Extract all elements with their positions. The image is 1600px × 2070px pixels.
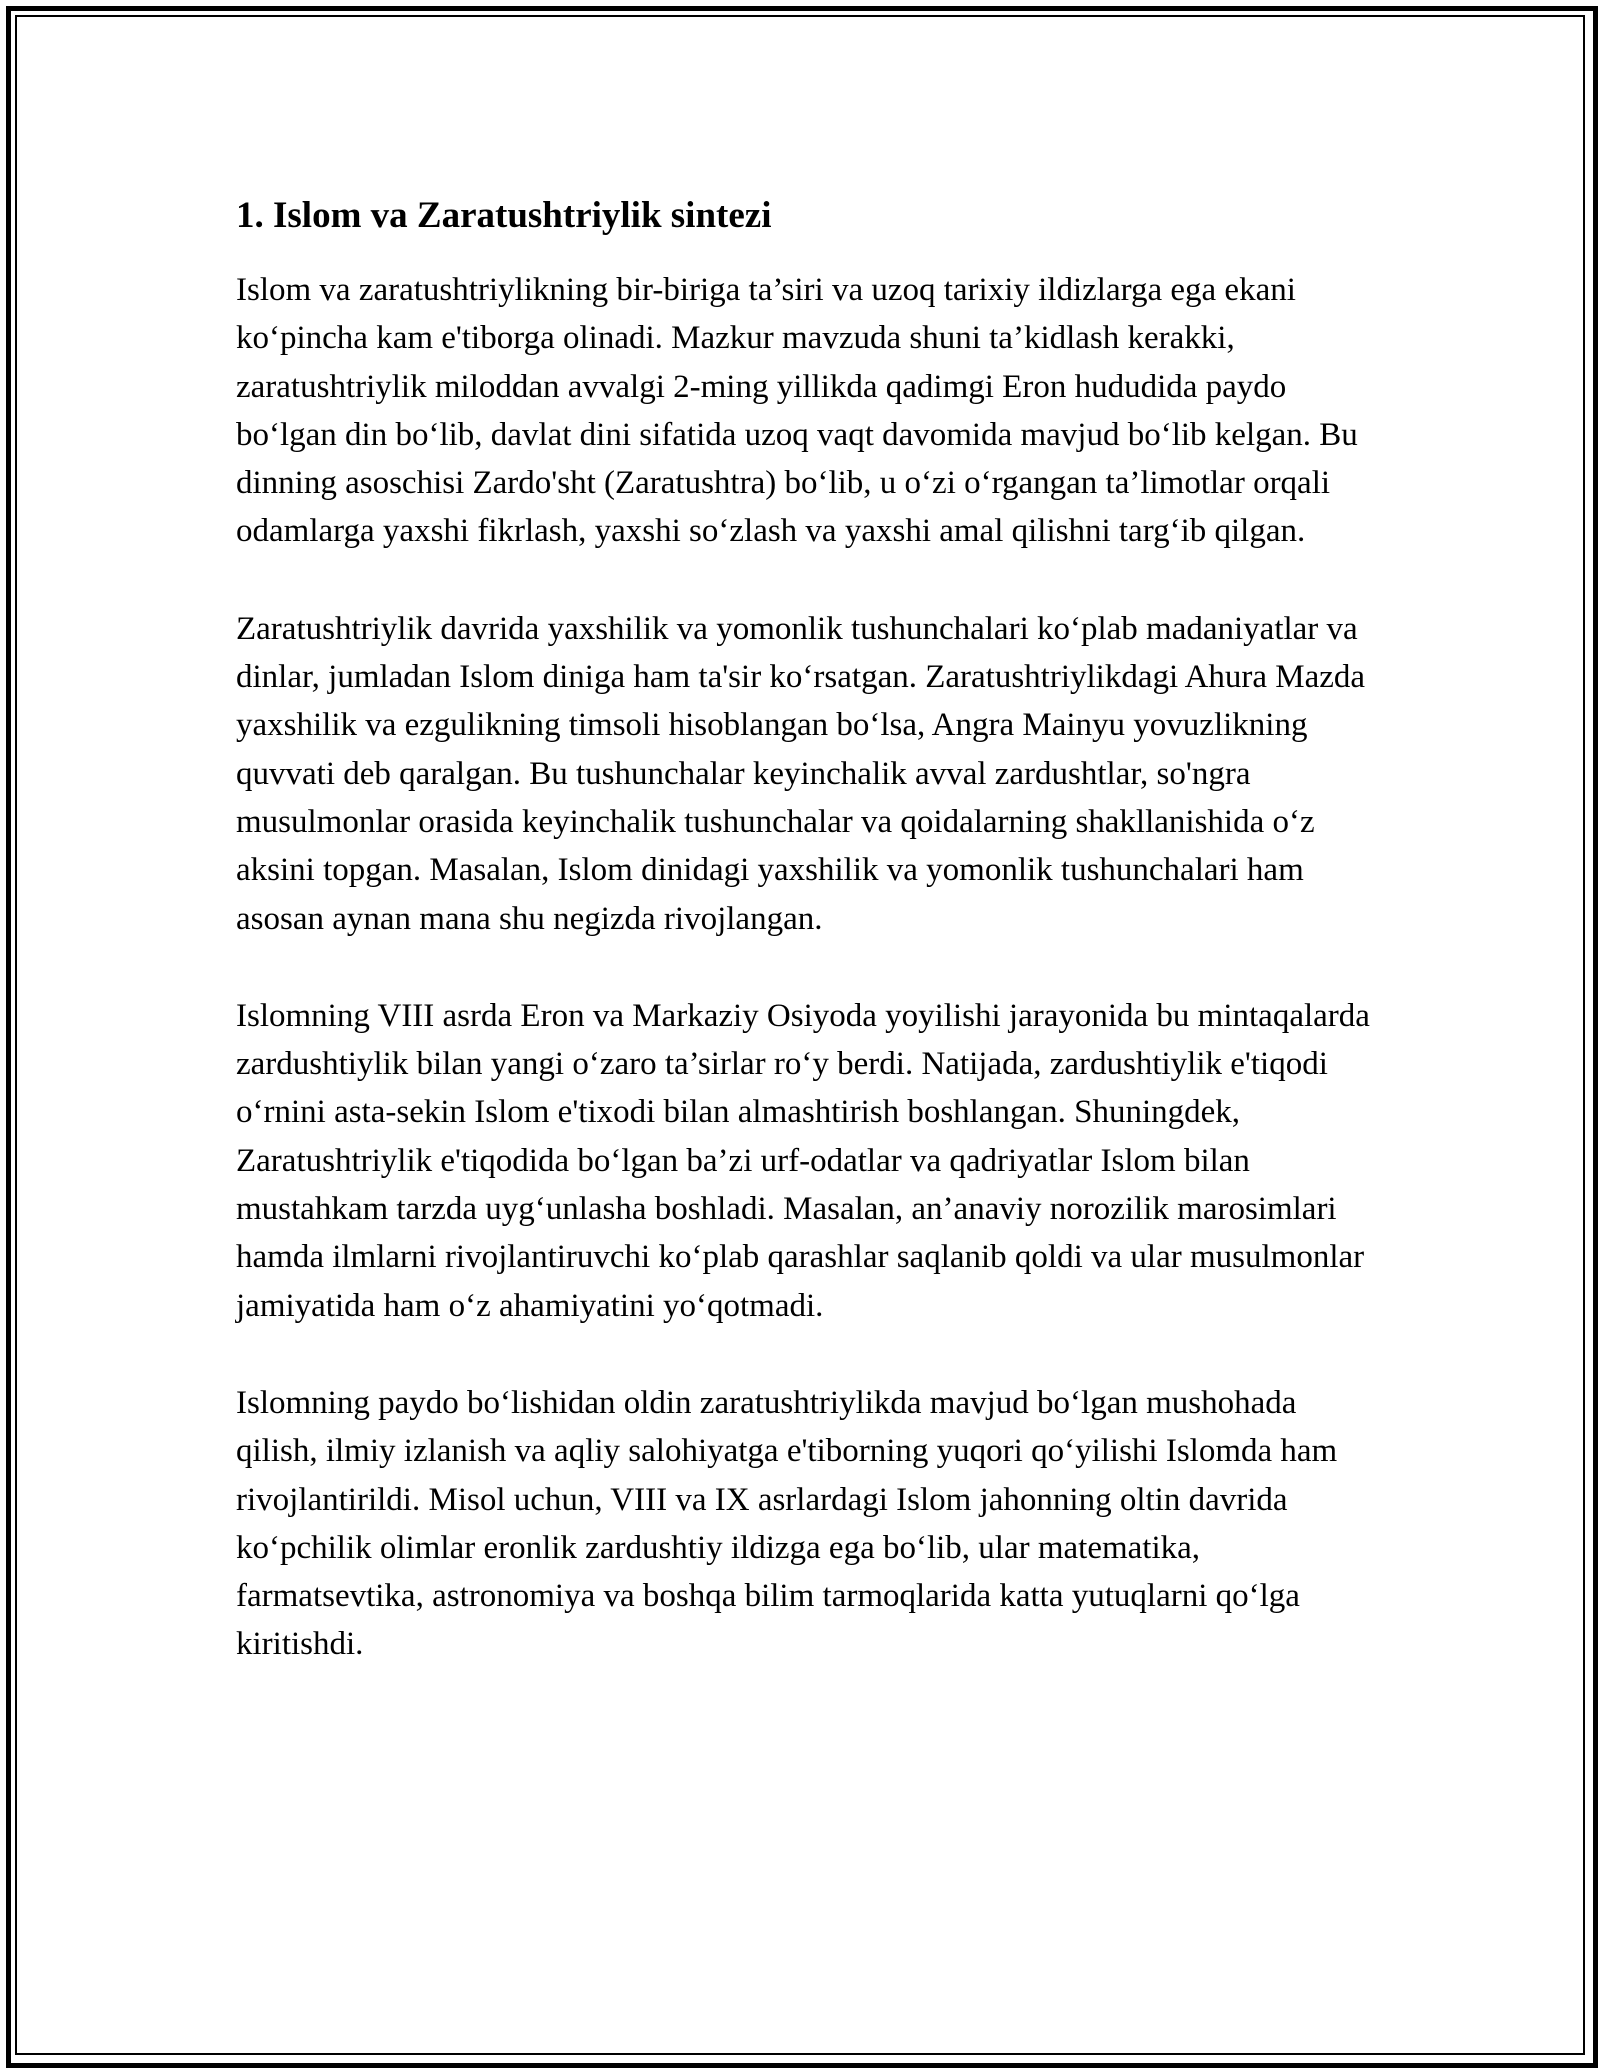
section-heading: 1. Islom va Zaratushtriylik sintezi <box>236 195 772 236</box>
paragraph-3: Islomning VIII asrda Eron va Markaziy Osiyoda yoyilishi jarayonida bu mintaqalarda zardushtiylik bilan yangi o‘zaro ta’sirlar ro‘y berdi. Natijada, zardushtiylik e'tiqodi o‘rnini asta-sekin Islom e'tixodi bilan almashtirish boshlangan. Shuningdek, Zaratushtriylik e'tiqodida bo‘lgan ba’zi urf-odatlar va qadriyatlar Islom bilan mustahkam tarzda uyg‘unlasha boshladi. Masalan, an’anaviy norozilik marosimlari hamda ilmlarni rivojlantiruvchi ko‘plab qarashlar saqlanib qoldi va ular musulmonlar jamiyatida ham o‘z ahamiyatini yo‘qotmadi. <box>236 997 1370 1324</box>
document-body <box>236 190 1376 1718</box>
paragraph-4: Islomning paydo bo‘lishidan oldin zaratushtriylikda mavjud bo‘lgan mushohada qilish, ilmiy izlanish va aqliy salohiyatga e'tiborning yuqori qo‘yilishi Islomda ham rivojlantirildi. Misol uchun, VIII va IX asrlardagi Islom jahonning oltin davrida ko‘pchilik olimlar eronlik zardushtiy ildizga ega bo‘lib, ular matematika, farmatsevtika, astronomiya va boshqa bilim tarmoqlarida katta yutuqlarni qo‘lga kiritishdi. <box>236 1384 1338 1663</box>
paragraph-1: Islom va zaratushtriylikning bir-biriga ta’siri va uzoq tarixiy ildizlarga ega ekani ko‘pincha kam e'tiborga olinadi. Mazkur mavzuda shuni ta’kidlash kerakki, zaratushtriylik miloddan avvalgi 2-ming yillikda qadimgi Eron hududida paydo bo‘lgan din bo‘lib, davlat dini sifatida uzoq vaqt davomida mavjud bo‘lib kelgan. Bu dinning asoschisi Zardo'sht (Zaratushtra) bo‘lib, u o‘zi o‘rgangan ta’limotlar orqali odamlarga yaxshi fikrlash, yaxshi so‘zlash va yaxshi amal qilishni targ‘ib qilgan. <box>236 272 1358 550</box>
paragraph-2: Zaratushtriylik davrida yaxshilik va yomonlik tushunchalari ko‘plab madaniyatlar va dinlar, jumladan Islom diniga ham ta'sir ko‘rsatgan. Zaratushtriylikdagi Ahura Mazda yaxshilik va ezgulikning timsoli hisoblangan bo‘lsa, Angra Mainyu yovuzlikning quvvati deb qaralgan. Bu tushunchalar keyinchalik avval zardushtlar, so'ngra musulmonlar orasida keyinchalik tushunchalar va qoidalarning shakllanishida o‘z aksini topgan. Masalan, Islom dinidagi yaxshilik va yomonlik tushunchalari ham asosan aynan mana shu negizda rivojlangan. <box>236 610 1366 937</box>
